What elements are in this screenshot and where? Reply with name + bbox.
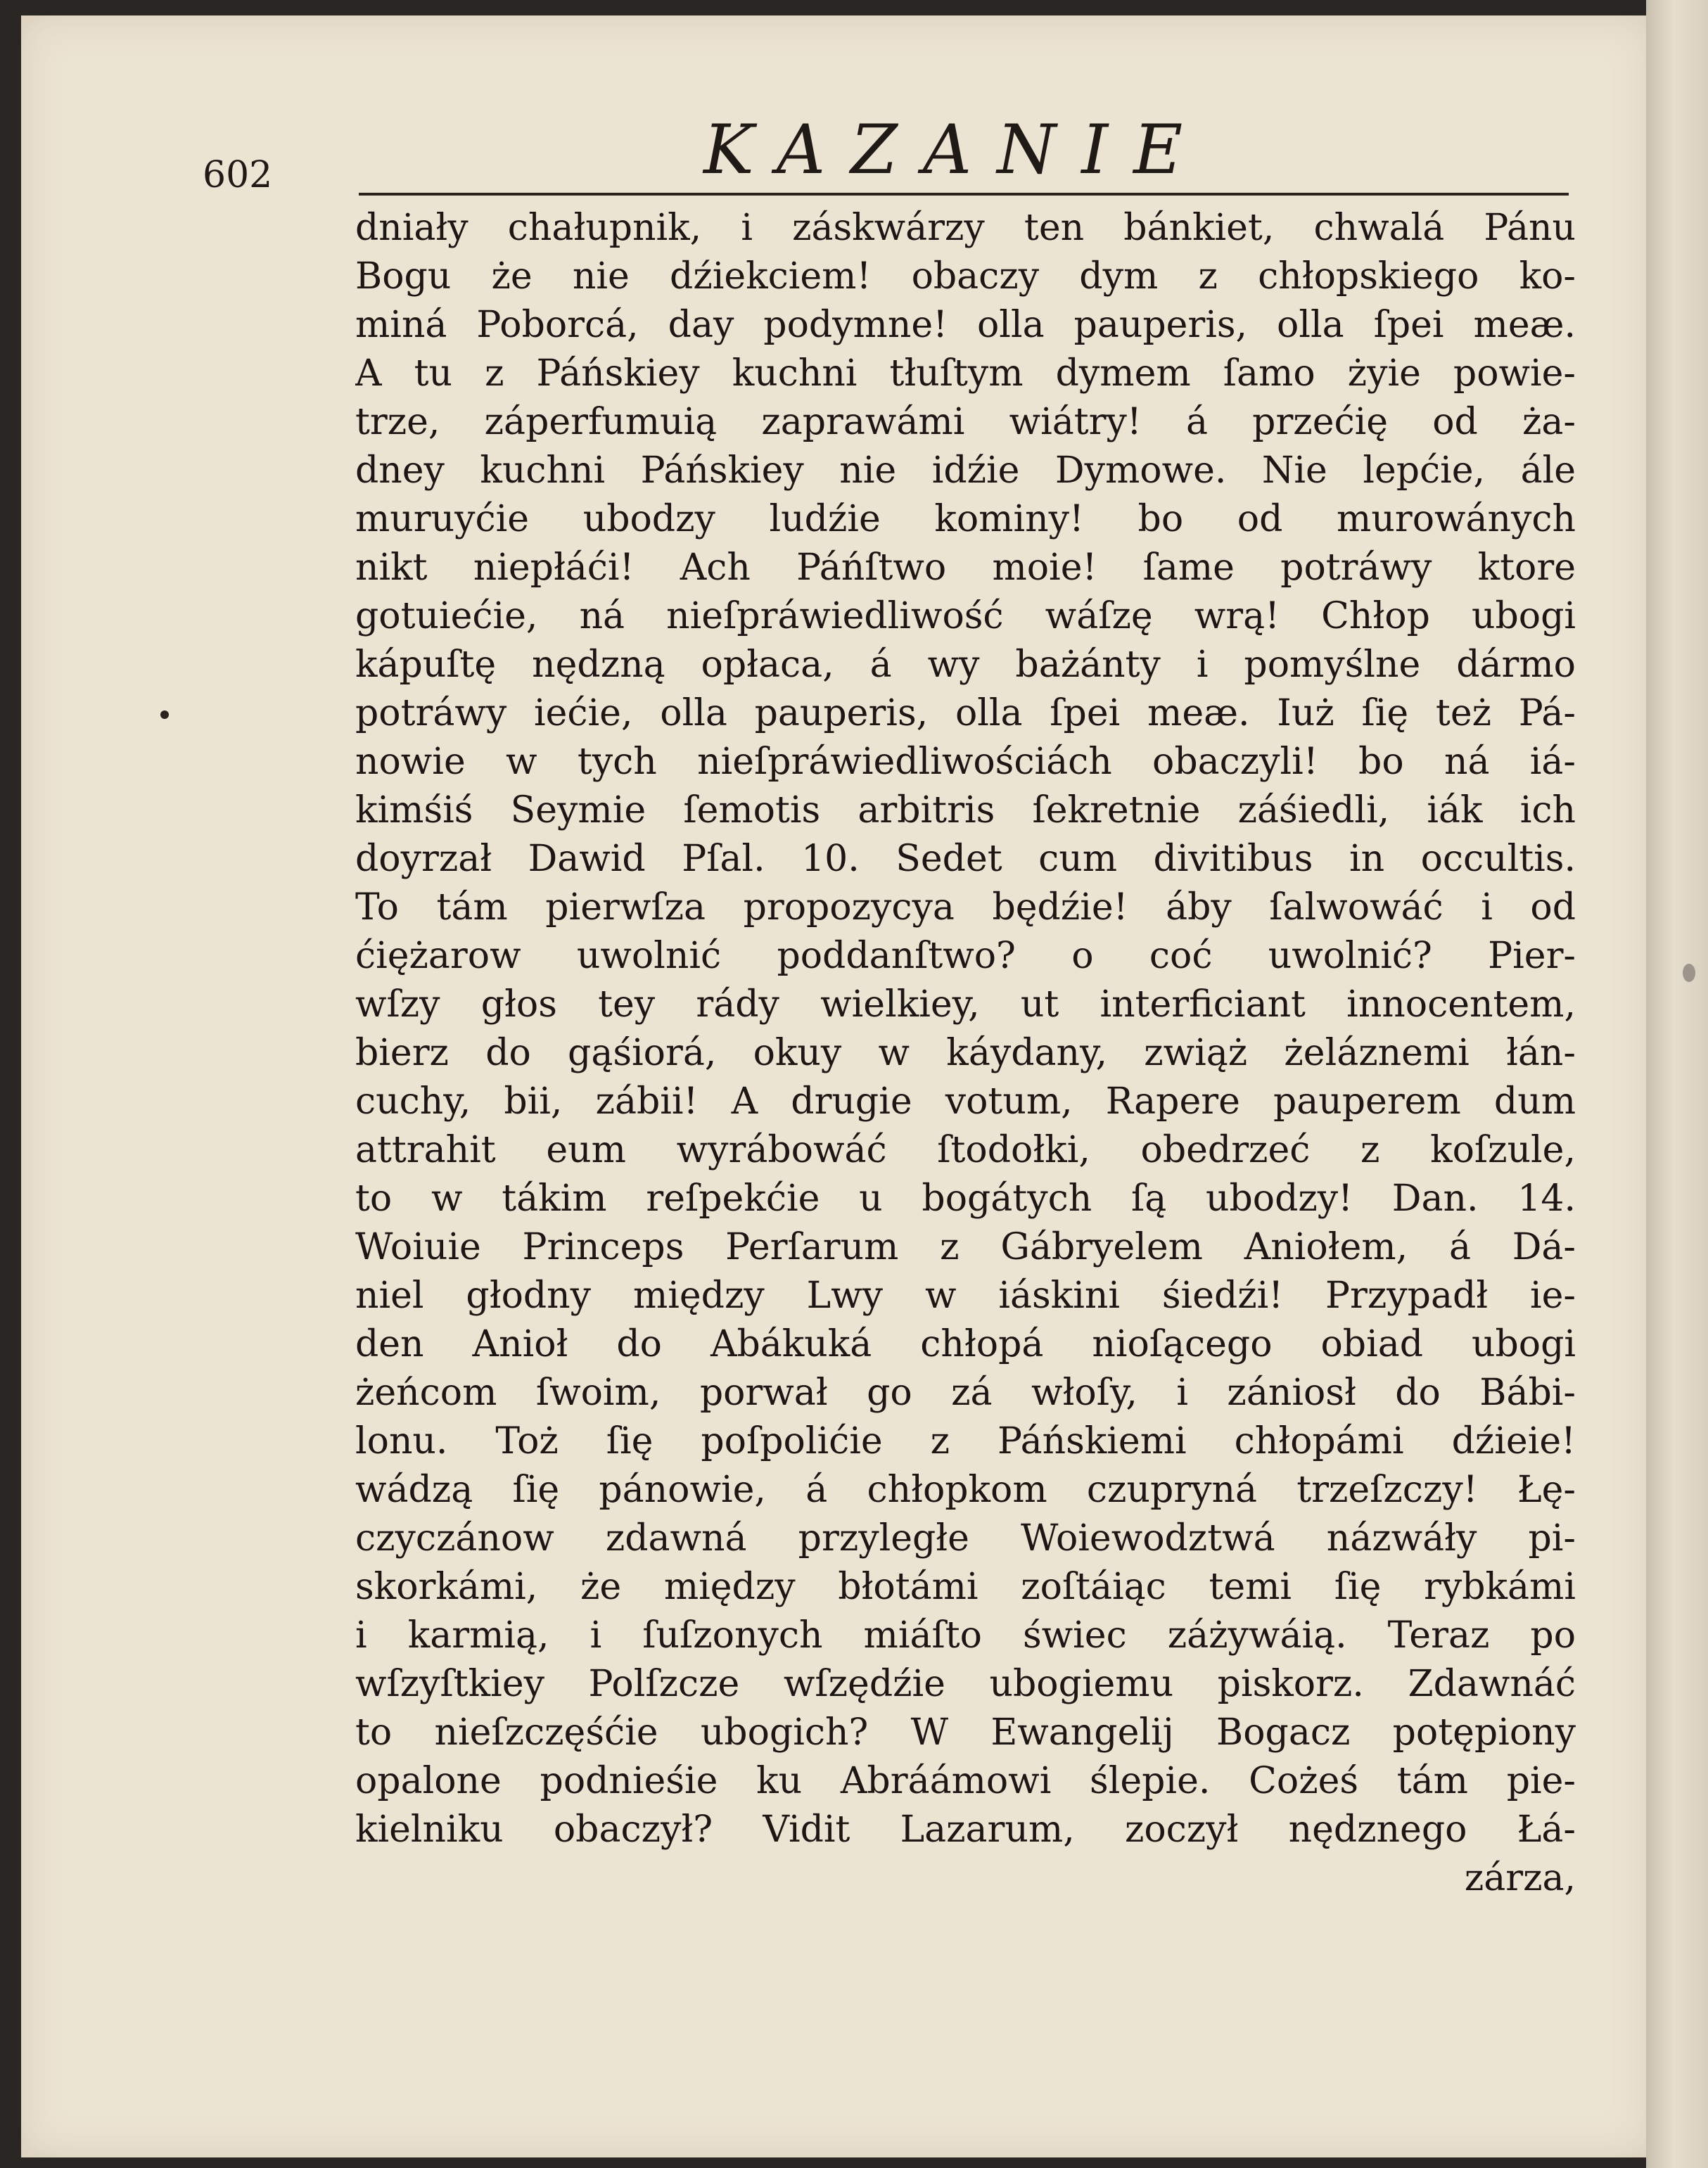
text-line: żeńcom ſwoim, porwał go zá włoſy, i zániosł do Bábi- xyxy=(355,1372,1576,1414)
margin-mark xyxy=(160,710,169,719)
text-line: skorkámi, że między błotámi zoſtáiąc temi ſię rybkámi xyxy=(355,1566,1576,1608)
text-line: lonu. Toż ſię poſpolićie z Páńskiemi chłopámi dźieie! xyxy=(355,1420,1576,1462)
text-line: muruyćie ubodzy ludźie kominy! bo od murowánych xyxy=(355,498,1576,540)
text-line: kimśiś Seymie ſemotis arbitris ſekretnie záśiedli, iák ich xyxy=(355,789,1576,831)
book-page xyxy=(21,15,1655,2157)
page-header xyxy=(21,96,1653,195)
text-line: doyrzał Dawid Pſal. 10. Sedet cum divitibus in occultis. xyxy=(355,838,1576,880)
body-text xyxy=(355,204,1576,1903)
text-line: gotuiećie, ná nieſpráwiedliwość wáſzę wrą! Chłop ubogi xyxy=(355,595,1576,637)
text-line: To tám pierwſza propozycya będźie! áby ſalwowáć i od xyxy=(355,886,1576,929)
book-gutter xyxy=(1646,0,1708,2168)
text-line: to w tákim reſpekćie u bogátych ſą ubodzy! Dan. 14. xyxy=(355,1178,1576,1220)
text-line: ćiężarow uwolnić poddanſtwo? o coć uwolnić? Pier- xyxy=(355,935,1576,977)
text-line: trze, záperfumuią zaprawámi wiátry! á przećię od ża- xyxy=(355,401,1576,443)
text-line: wſzyſtkiey Polſzcze wſzędźie ubogiemu piskorz. Zdawnáć xyxy=(355,1663,1576,1705)
text-line: Bogu że nie dźiekciem! obaczy dym z chłopskiego ko- xyxy=(355,255,1576,298)
text-line: nowie w tych nieſpráwiedliwościách obaczyli! bo ná iá- xyxy=(355,741,1576,783)
text-line: wádzą ſię pánowie, á chłopkom czupryná trzeſzczy! Łę- xyxy=(355,1469,1576,1511)
header-rule xyxy=(359,193,1569,196)
page-number: 602 xyxy=(203,154,273,196)
text-line: cuchy, bii, zábii! A drugie votum, Rapere pauperem dum xyxy=(355,1080,1576,1123)
text-line: Woiuie Princeps Perſarum z Gábryelem Aniołem, á Dá- xyxy=(355,1226,1576,1268)
gutter-mark xyxy=(1683,964,1695,982)
text-line: den Anioł do Abákuká chłopá nioſącego obiad ubogi xyxy=(355,1323,1576,1365)
text-line: dniały chałupnik, i záskwárzy ten bánkiet, chwalá Pánu xyxy=(355,207,1576,249)
text-line: to nieſzczęśćie ubogich? W Ewangelij Bogacz potępiony xyxy=(355,1711,1576,1754)
running-head: KAZANIE xyxy=(703,110,1209,189)
text-line: czyczánow zdawná przyległe Woiewodztwá názwáły pi- xyxy=(355,1517,1576,1560)
text-line: A tu z Páńskiey kuchni tłuſtym dymem ſamo żyie powie- xyxy=(355,352,1576,395)
text-line: nikt niepłáći! Ach Páńſtwo moie! ſame potráwy ktore xyxy=(355,547,1576,589)
text-line: opalone podnieśie ku Abráámowi ślepie. Cożeś tám pie- xyxy=(355,1760,1576,1802)
text-line: niel głodny między Lwy w iáskini śiedźi! Przypadł ie- xyxy=(355,1275,1576,1317)
text-line: dney kuchni Páńskiey nie idźie Dymowe. Nie lepćie, ále xyxy=(355,449,1576,492)
text-line: miná Poborcá, day podymne! olla pauperis, olla ſpei meæ. xyxy=(355,304,1576,346)
catchword: zárza, xyxy=(1464,1857,1576,1899)
text-line: i karmią, i ſuſzonych miáſto świec záżywáią. Teraz po xyxy=(355,1614,1576,1657)
text-line: wſzy głos tey rády wielkiey, ut interficiant innocentem, xyxy=(355,983,1576,1026)
text-line: attrahit eum wyrábowáć ſtodołki, obedrzeć z koſzule, xyxy=(355,1129,1576,1171)
text-line: potráwy iećie, olla pauperis, olla ſpei meæ. Iuż ſię też Pá- xyxy=(355,692,1576,734)
text-line: bierz do gąśiorá, okuy w káydany, zwiąż żeláznemi łán- xyxy=(355,1032,1576,1074)
text-line: kápuſtę nędzną opłaca, á wy bażánty i pomyślne dármo xyxy=(355,644,1576,686)
text-line: kielniku obaczył? Vidit Lazarum, zoczył nędznego Łá- xyxy=(355,1809,1576,1851)
